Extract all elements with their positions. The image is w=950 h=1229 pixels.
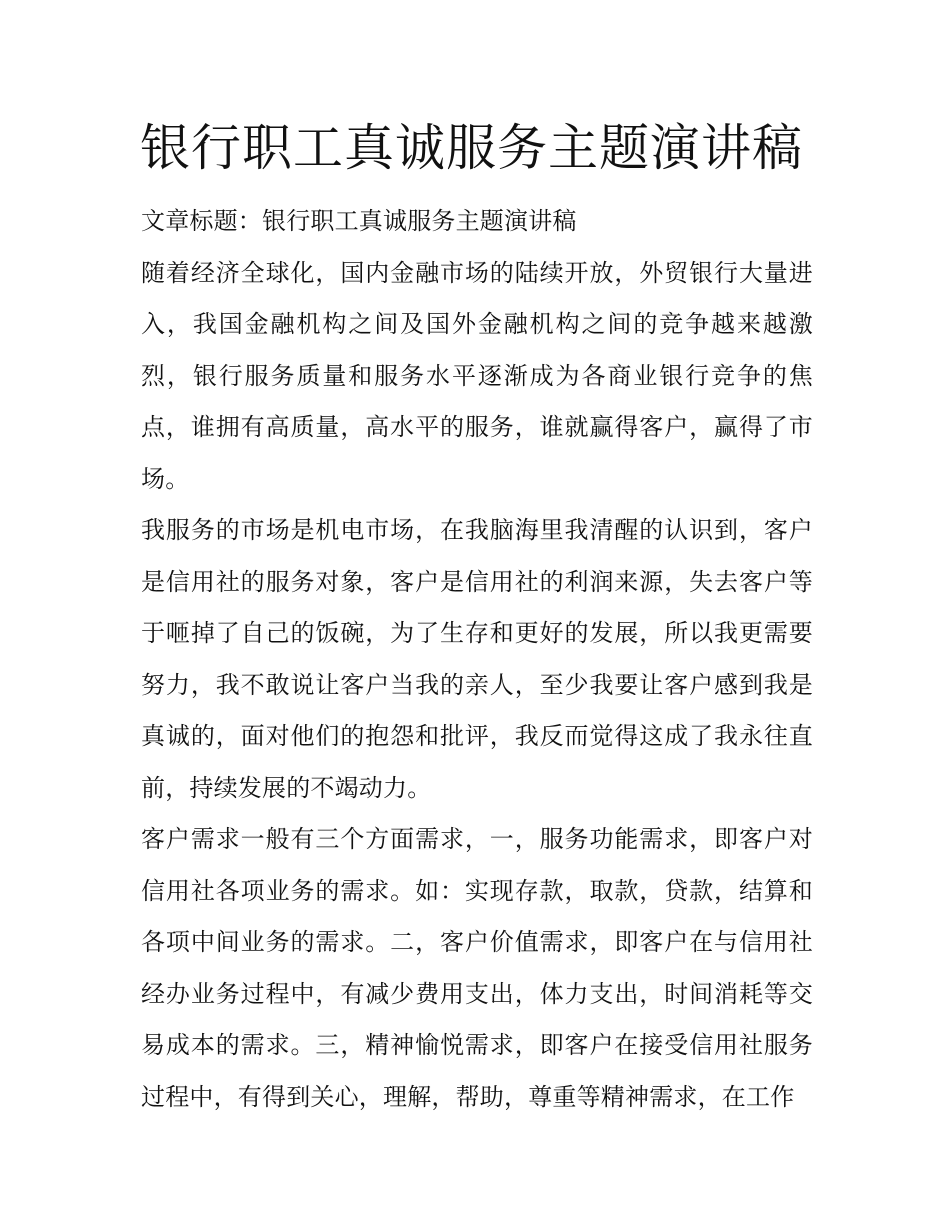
article-title-line: 文章标题：银行职工真诚服务主题演讲稿 [141, 207, 577, 235]
paragraph-1: 随着经济全球化，国内金融市场的陆续开放，外贸银行大量进入，我国金融机构之间及国外金融机构之间的竞争越来越激烈，银行服务质量和服务水平逐渐成为各商业银行竞争的焦点，谁拥有高质量，高水平的服务，谁就赢得客户，赢得了市场。 [141, 258, 813, 493]
page-title: 银行职工真诚服务主题演讲稿 [140, 119, 803, 177]
document-body [141, 196, 813, 1123]
paragraph-3: 客户需求一般有三个方面需求，一，服务功能需求，即客户对信用社各项业务的需求。如：实现存款，取款，贷款，结算和各项中间业务的需求。二，客户价值需求，即客户在与信用社经办业务过程中，有减少费用支出，体力支出，时间消耗等交易成本的需求。三，精神愉悦需求，即客户在接受信用社服务过程中，有得到关心，理解，帮助，尊重等精神需求，在工作 [141, 825, 813, 1111]
paragraph-2: 我服务的市场是机电市场，在我脑海里我清醒的认识到，客户是信用社的服务对象，客户是信用社的利润来源，失去客户等于咂掉了自己的饭碗，为了生存和更好的发展，所以我更需要努力，我不敢说让客户当我的亲人，至少我要让客户感到我是真诚的，面对他们的抱怨和批评，我反而觉得这成了我永往直前，持续发展的不竭动力。 [141, 516, 813, 802]
